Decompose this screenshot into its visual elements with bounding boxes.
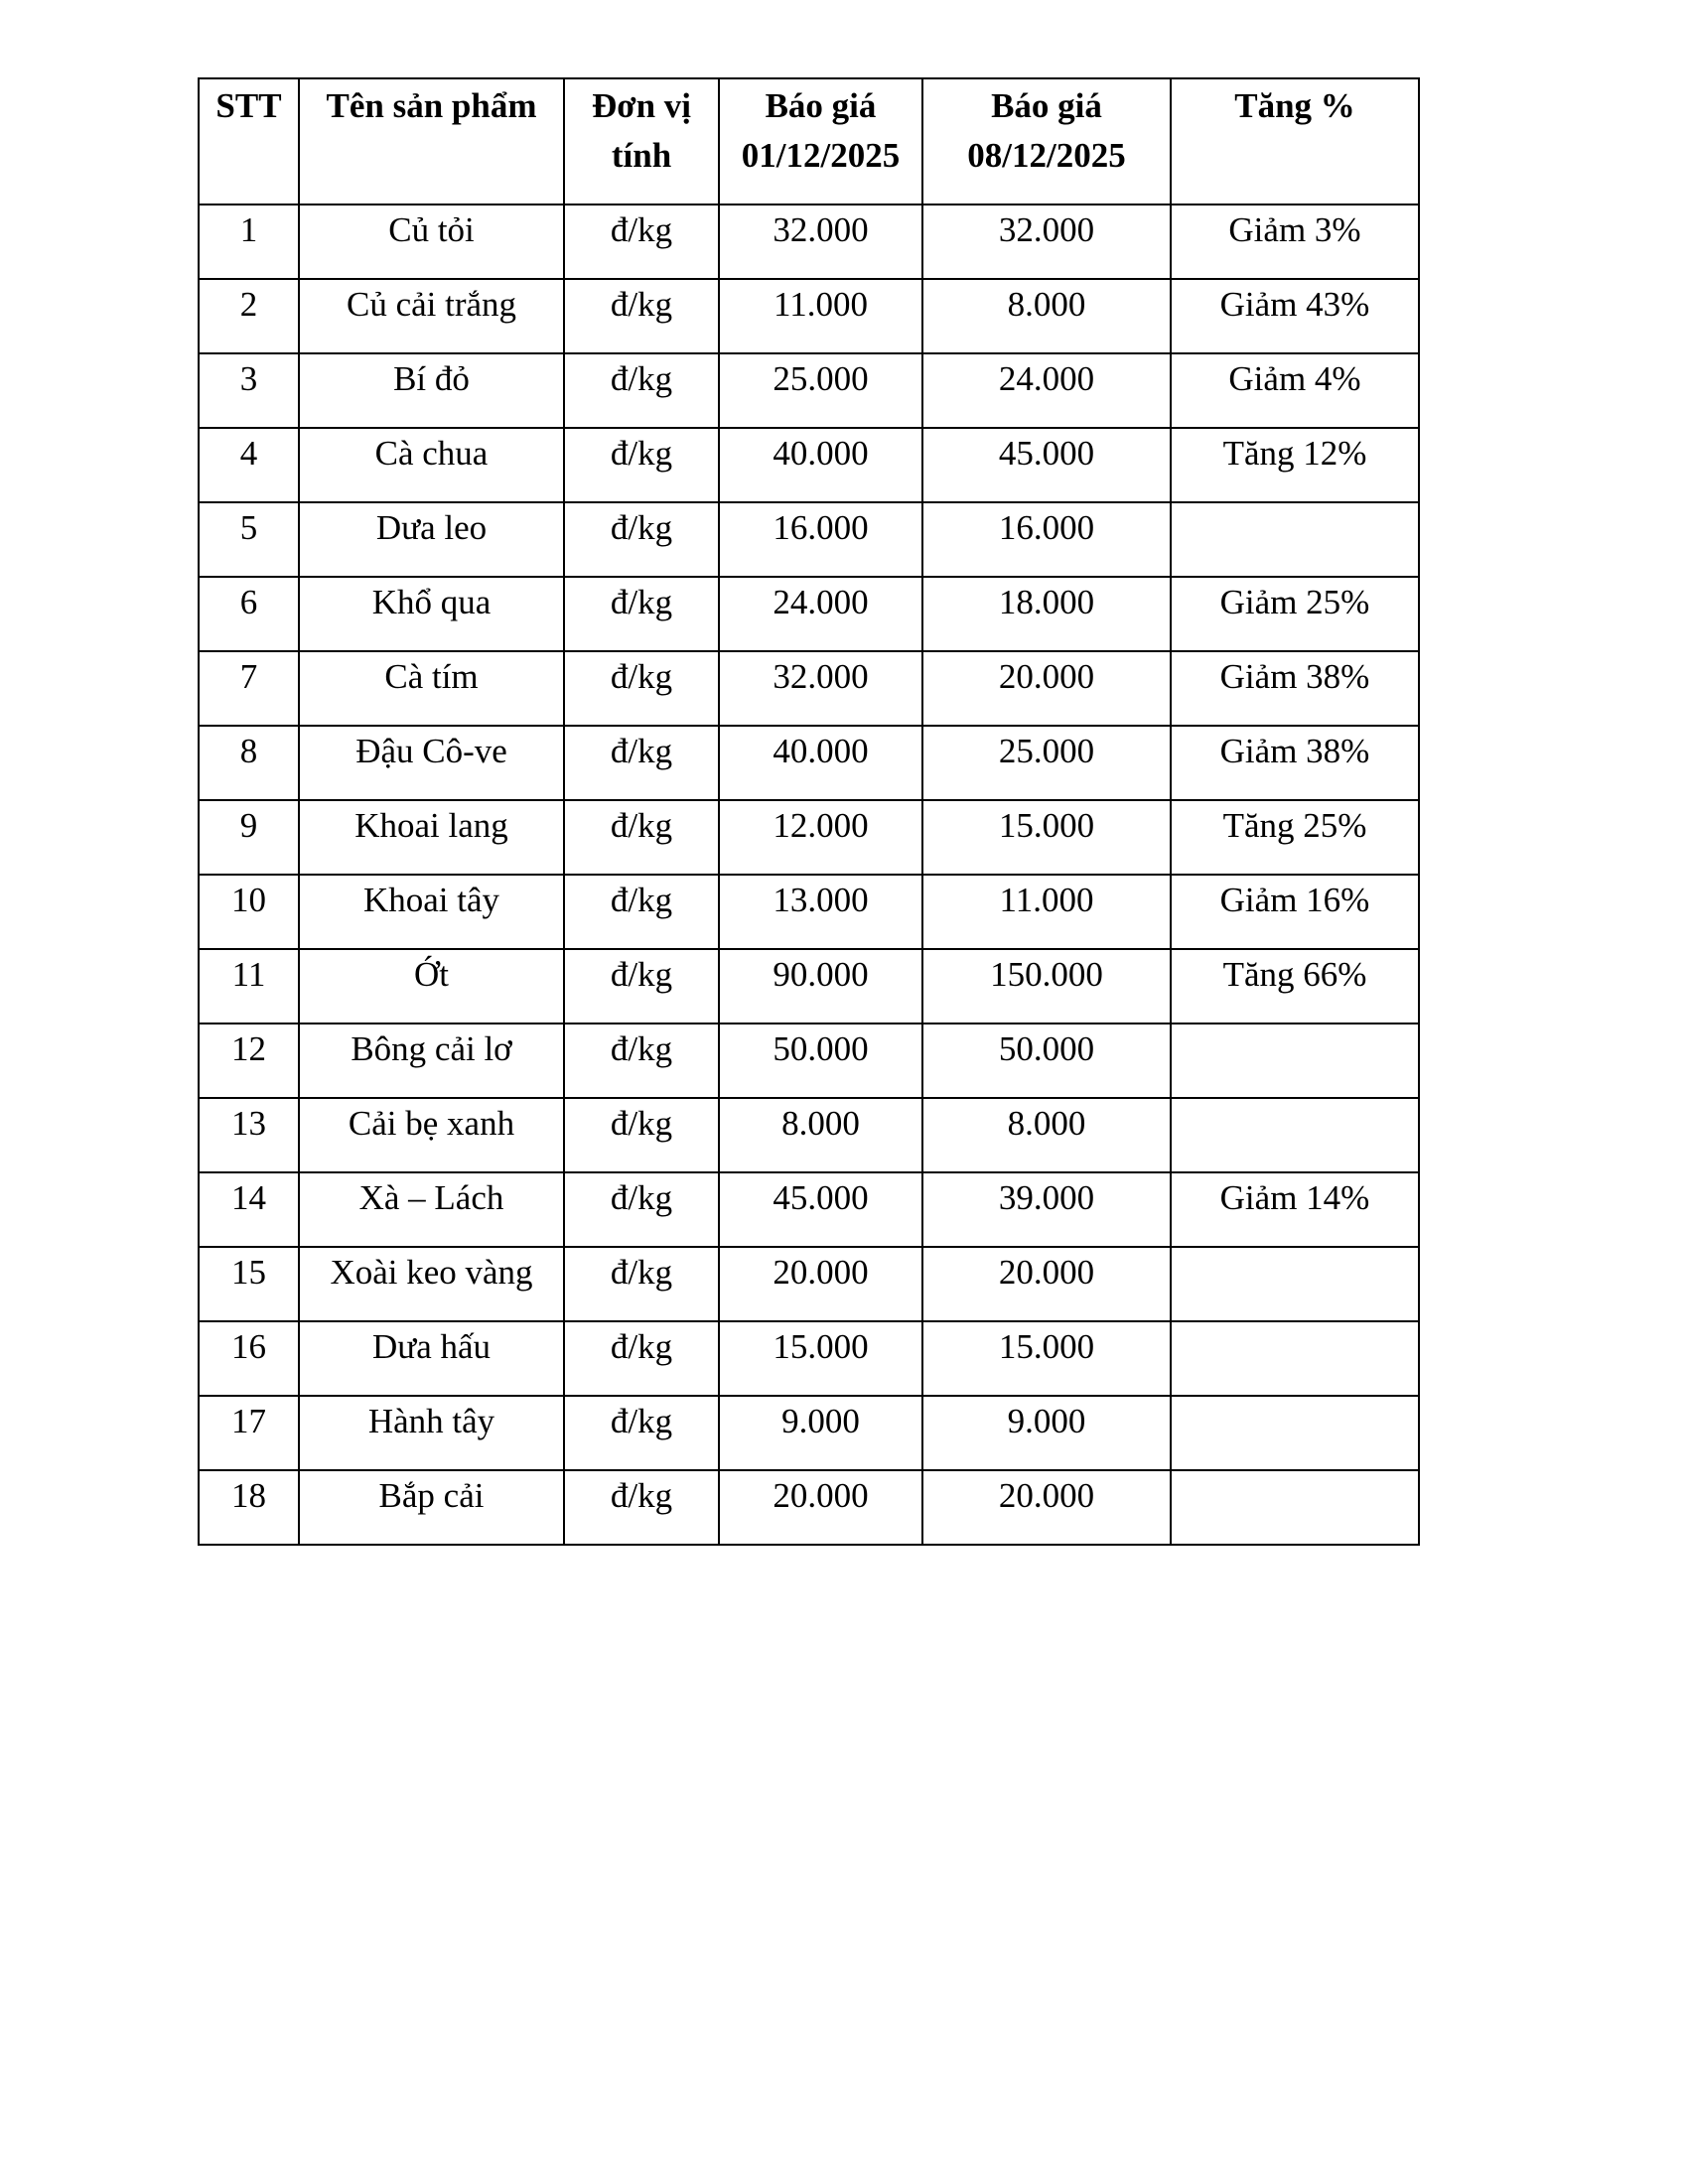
table-row xyxy=(199,502,1419,577)
cell-stt: 9 xyxy=(199,800,299,875)
cell-price-first: 24.000 xyxy=(719,577,922,651)
cell-change: Tăng 25% xyxy=(1171,800,1419,875)
header-product-name xyxy=(299,78,564,205)
cell-stt: 13 xyxy=(199,1098,299,1172)
cell-price-second: 24.000 xyxy=(922,353,1171,428)
cell-product-name: Dưa leo xyxy=(299,502,564,577)
header-product-name-label: Tên sản phẩm xyxy=(326,86,537,125)
cell-price-second: 32.000 xyxy=(922,205,1171,279)
cell-unit: đ/kg xyxy=(564,353,719,428)
cell-price-first: 40.000 xyxy=(719,726,922,800)
cell-price-second: 20.000 xyxy=(922,1470,1171,1545)
cell-stt: 2 xyxy=(199,279,299,353)
cell-unit: đ/kg xyxy=(564,428,719,502)
cell-change: Giảm 25% xyxy=(1171,577,1419,651)
cell-stt: 17 xyxy=(199,1396,299,1470)
cell-price-first: 9.000 xyxy=(719,1396,922,1470)
cell-price-first: 32.000 xyxy=(719,205,922,279)
cell-change: Giảm 43% xyxy=(1171,279,1419,353)
cell-stt: 7 xyxy=(199,651,299,726)
header-stt-label: STT xyxy=(215,86,282,125)
cell-product-name: Cà chua xyxy=(299,428,564,502)
cell-change: Giảm 16% xyxy=(1171,875,1419,949)
cell-change xyxy=(1171,502,1419,577)
table-row xyxy=(199,1098,1419,1172)
cell-price-first: 11.000 xyxy=(719,279,922,353)
cell-unit: đ/kg xyxy=(564,502,719,577)
cell-stt: 3 xyxy=(199,353,299,428)
cell-stt: 1 xyxy=(199,205,299,279)
price-table xyxy=(198,77,1420,1546)
cell-change: Tăng 66% xyxy=(1171,949,1419,1024)
cell-unit: đ/kg xyxy=(564,949,719,1024)
header-unit xyxy=(564,78,719,205)
cell-change: Giảm 38% xyxy=(1171,726,1419,800)
header-row xyxy=(199,78,1419,205)
cell-price-second: 8.000 xyxy=(922,279,1171,353)
header-price-first xyxy=(719,78,922,205)
cell-product-name: Cải bẹ xanh xyxy=(299,1098,564,1172)
cell-price-first: 32.000 xyxy=(719,651,922,726)
header-price-second-line1: Báo giá xyxy=(991,86,1102,125)
table-row xyxy=(199,1321,1419,1396)
cell-price-first: 16.000 xyxy=(719,502,922,577)
header-price-second-line2: 08/12/2025 xyxy=(967,136,1126,175)
cell-price-second: 150.000 xyxy=(922,949,1171,1024)
table-row xyxy=(199,1172,1419,1247)
table-row xyxy=(199,800,1419,875)
cell-stt: 12 xyxy=(199,1024,299,1098)
cell-product-name: Củ tỏi xyxy=(299,205,564,279)
cell-stt: 11 xyxy=(199,949,299,1024)
cell-price-first: 50.000 xyxy=(719,1024,922,1098)
table-row xyxy=(199,1024,1419,1098)
header-price-first-line1: Báo giá xyxy=(765,86,877,125)
cell-product-name: Cà tím xyxy=(299,651,564,726)
cell-change xyxy=(1171,1470,1419,1545)
cell-product-name: Củ cải trắng xyxy=(299,279,564,353)
cell-change xyxy=(1171,1396,1419,1470)
cell-product-name: Hành tây xyxy=(299,1396,564,1470)
header-unit-line1: Đơn vị xyxy=(591,86,692,125)
table-row xyxy=(199,875,1419,949)
cell-price-first: 90.000 xyxy=(719,949,922,1024)
cell-change: Giảm 14% xyxy=(1171,1172,1419,1247)
cell-price-second: 11.000 xyxy=(922,875,1171,949)
cell-product-name: Bắp cải xyxy=(299,1470,564,1545)
cell-unit: đ/kg xyxy=(564,800,719,875)
cell-unit: đ/kg xyxy=(564,875,719,949)
cell-unit: đ/kg xyxy=(564,726,719,800)
table-row xyxy=(199,1247,1419,1321)
cell-stt: 15 xyxy=(199,1247,299,1321)
table-row xyxy=(199,651,1419,726)
cell-change: Tăng 12% xyxy=(1171,428,1419,502)
table-row xyxy=(199,949,1419,1024)
cell-product-name: Dưa hấu xyxy=(299,1321,564,1396)
cell-change xyxy=(1171,1321,1419,1396)
cell-product-name: Xoài keo vàng xyxy=(299,1247,564,1321)
cell-change: Giảm 3% xyxy=(1171,205,1419,279)
cell-unit: đ/kg xyxy=(564,1024,719,1098)
cell-price-second: 16.000 xyxy=(922,502,1171,577)
cell-price-second: 25.000 xyxy=(922,726,1171,800)
cell-stt: 6 xyxy=(199,577,299,651)
cell-price-second: 15.000 xyxy=(922,800,1171,875)
cell-unit: đ/kg xyxy=(564,205,719,279)
table-row xyxy=(199,1396,1419,1470)
cell-price-first: 13.000 xyxy=(719,875,922,949)
cell-price-first: 20.000 xyxy=(719,1470,922,1545)
cell-price-first: 15.000 xyxy=(719,1321,922,1396)
cell-stt: 16 xyxy=(199,1321,299,1396)
table-header xyxy=(199,78,1419,205)
table-row xyxy=(199,1470,1419,1545)
cell-unit: đ/kg xyxy=(564,279,719,353)
cell-price-second: 9.000 xyxy=(922,1396,1171,1470)
header-change xyxy=(1171,78,1419,205)
cell-product-name: Khổ qua xyxy=(299,577,564,651)
table-row xyxy=(199,428,1419,502)
cell-price-first: 8.000 xyxy=(719,1098,922,1172)
cell-unit: đ/kg xyxy=(564,1396,719,1470)
cell-price-second: 15.000 xyxy=(922,1321,1171,1396)
cell-product-name: Xà – Lách xyxy=(299,1172,564,1247)
cell-change xyxy=(1171,1024,1419,1098)
cell-change xyxy=(1171,1098,1419,1172)
cell-price-second: 45.000 xyxy=(922,428,1171,502)
cell-stt: 4 xyxy=(199,428,299,502)
table-row xyxy=(199,577,1419,651)
cell-product-name: Bông cải lơ xyxy=(299,1024,564,1098)
cell-stt: 14 xyxy=(199,1172,299,1247)
table-row xyxy=(199,205,1419,279)
cell-product-name: Bí đỏ xyxy=(299,353,564,428)
cell-price-first: 20.000 xyxy=(719,1247,922,1321)
cell-unit: đ/kg xyxy=(564,1470,719,1545)
cell-price-second: 20.000 xyxy=(922,651,1171,726)
cell-price-second: 20.000 xyxy=(922,1247,1171,1321)
header-stt xyxy=(199,78,299,205)
cell-product-name: Ớt xyxy=(299,949,564,1024)
cell-product-name: Đậu Cô-ve xyxy=(299,726,564,800)
cell-unit: đ/kg xyxy=(564,651,719,726)
cell-stt: 10 xyxy=(199,875,299,949)
table-row xyxy=(199,279,1419,353)
cell-unit: đ/kg xyxy=(564,577,719,651)
cell-product-name: Khoai lang xyxy=(299,800,564,875)
cell-unit: đ/kg xyxy=(564,1172,719,1247)
cell-change xyxy=(1171,1247,1419,1321)
cell-price-second: 50.000 xyxy=(922,1024,1171,1098)
cell-change: Giảm 38% xyxy=(1171,651,1419,726)
header-price-first-line2: 01/12/2025 xyxy=(741,136,901,175)
cell-change: Giảm 4% xyxy=(1171,353,1419,428)
cell-price-first: 45.000 xyxy=(719,1172,922,1247)
cell-stt: 18 xyxy=(199,1470,299,1545)
cell-price-first: 12.000 xyxy=(719,800,922,875)
cell-unit: đ/kg xyxy=(564,1321,719,1396)
cell-stt: 8 xyxy=(199,726,299,800)
cell-stt: 5 xyxy=(199,502,299,577)
cell-price-first: 25.000 xyxy=(719,353,922,428)
header-unit-line2: tính xyxy=(611,136,672,175)
cell-product-name: Khoai tây xyxy=(299,875,564,949)
cell-price-second: 39.000 xyxy=(922,1172,1171,1247)
table-body xyxy=(199,205,1419,1545)
cell-unit: đ/kg xyxy=(564,1098,719,1172)
cell-price-second: 8.000 xyxy=(922,1098,1171,1172)
table-row xyxy=(199,726,1419,800)
cell-unit: đ/kg xyxy=(564,1247,719,1321)
cell-price-first: 40.000 xyxy=(719,428,922,502)
table-row xyxy=(199,353,1419,428)
header-change-label: Tăng % xyxy=(1234,86,1355,125)
cell-price-second: 18.000 xyxy=(922,577,1171,651)
header-price-second xyxy=(922,78,1171,205)
